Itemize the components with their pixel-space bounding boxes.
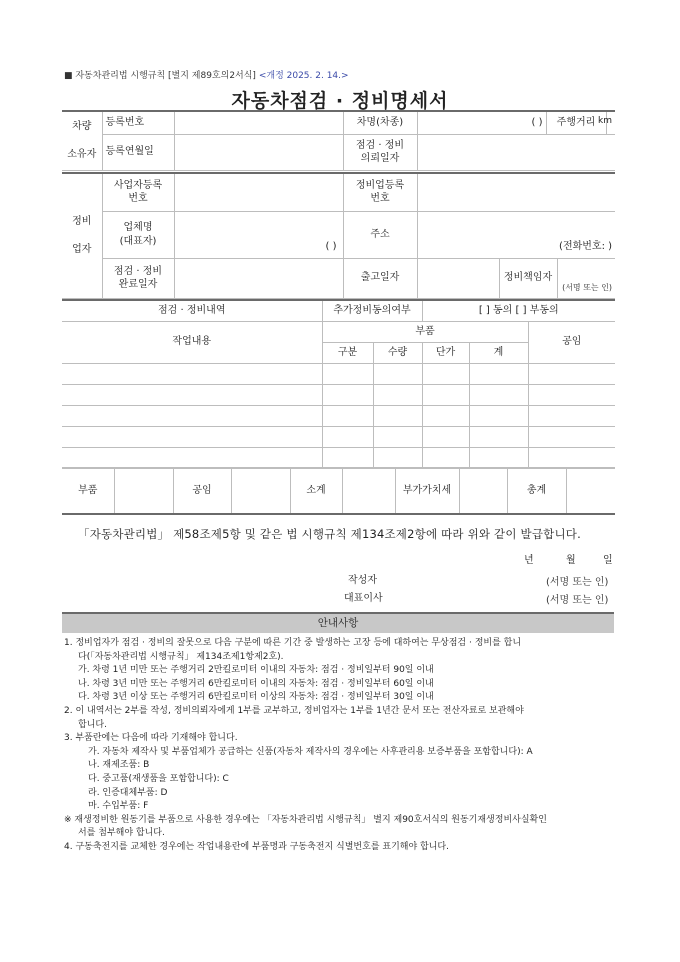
signer-writer-label: 작성자 [348,575,377,586]
parts-price-cell[interactable] [422,426,469,447]
parts-sum-cell[interactable] [469,405,528,426]
business-section-label [62,173,102,298]
parts-sum-cell[interactable] [469,426,528,447]
parts-qty-cell[interactable] [373,447,422,468]
guide-line: 서를 첨부해야 합니다. [78,828,165,839]
work-cell[interactable] [62,405,322,426]
labor-header: 공임 [528,321,615,363]
guide-line: 나. 재제조품: B [88,760,150,771]
model-paren: ( ) [531,117,543,128]
guide-line: 가. 차령 1년 미만 또는 주행거리 2만킬로미터 이내의 자동차: 점검 · 정비일부터 90일 이내 [78,665,434,676]
guide-line: 3. 부품란에는 다음에 따라 기재해야 합니다. [64,733,238,744]
address-field[interactable] [417,211,615,258]
parts-col-type: 구분 [322,342,373,363]
grand-total-label: 총계 [507,468,566,514]
complete-date-label-line2: 완료일자 [118,279,158,290]
parts-qty-cell[interactable] [373,426,422,447]
form-header [64,68,349,81]
reg-no-field[interactable] [174,111,343,134]
total-parts-field[interactable] [114,468,173,514]
parts-type-cell[interactable] [322,426,373,447]
parts-header: 부품 [322,321,528,342]
complete-date-label-line1: 점검 · 정비 [113,265,163,277]
work-content-header: 작업내용 [62,321,322,363]
work-cell[interactable] [62,363,322,384]
parts-type-cell[interactable] [322,405,373,426]
section-label-business: 업자 [72,243,92,255]
form-rule-reference: ■ 자동차관리법 시행규칙 [별지 제89호의2서식] [64,71,256,81]
guide-line: 가. 자동차 제작사 및 부품업체가 공급하는 신품(자동차 제작사의 경우에는 사후관리용 보증부품을 포함합니다): A [88,746,533,757]
consent-options[interactable]: [ ] 동의 [ ] 부동의 [422,300,615,321]
date-year: 년 [524,555,534,566]
parts-type-cell[interactable] [322,447,373,468]
section-label-owner: 소유자 [67,148,97,160]
biz-no-label-line2: 번호 [128,193,148,205]
labor-cell[interactable] [528,384,615,405]
labor-cell[interactable] [528,447,615,468]
request-date-label-line2: 의뢰일자 [360,153,400,164]
manager-sign-note: (서명 또는 인) [562,283,613,292]
signer-ceo-sign[interactable]: (서명 또는 인) [546,595,609,606]
table-row [62,405,615,426]
section-label-vehicle: 차량 [72,121,92,133]
labor-cell[interactable] [528,405,615,426]
model-field[interactable] [417,111,546,134]
guide-line: 4. 구동축전지를 교체한 경우에는 작업내용란에 부품명과 구동축전지 식별번호를 표기해야 합니다. [64,841,449,852]
guide-heading: 안내사항 [62,612,614,633]
company-paren: ( ) [325,241,337,252]
work-cell[interactable] [62,447,322,468]
parts-col-sum: 계 [469,342,528,363]
model-label: 차명(차종) [343,111,417,134]
table-row [62,384,615,405]
shop-no-label-line1: 정비업등록 [355,179,405,191]
work-cell[interactable] [62,426,322,447]
shop-no-field[interactable] [417,173,615,211]
parts-sum-cell[interactable] [469,363,528,384]
business-table [62,172,615,299]
reg-date-field[interactable] [174,134,343,170]
guide-line: 다. 중고품(재생품을 포함합니다): C [88,773,229,784]
parts-type-cell[interactable] [322,363,373,384]
reg-date-label: 등록연월일 [102,134,174,170]
parts-qty-cell[interactable] [373,363,422,384]
totals-table [62,467,615,515]
guide-line: 라. 인증대체부품: D [88,787,168,798]
parts-qty-cell[interactable] [373,384,422,405]
table-row [62,363,615,384]
parts-qty-cell[interactable] [373,405,422,426]
work-cell[interactable] [62,384,322,405]
parts-price-cell[interactable] [422,363,469,384]
parts-sum-cell[interactable] [469,447,528,468]
labor-cell[interactable] [528,363,615,384]
biz-no-label [102,173,174,211]
complete-date-label [102,258,174,298]
shop-no-label-line2: 번호 [370,193,390,205]
guide-line: 1. 정비업자가 점검 · 정비의 잘못으로 다음 구분에 따른 기간 중 발생하는 고장 등에 대하여는 무상점검 · 정비를 합니 [64,638,522,648]
company-field[interactable] [174,211,343,258]
manager-field[interactable] [557,258,615,298]
release-date-label: 출고일자 [343,258,417,298]
details-table [62,299,615,469]
vat-field[interactable] [459,468,507,514]
company-label-line2: (대표자) [119,235,157,247]
parts-col-qty: 수량 [373,342,422,363]
table-row [62,447,615,468]
company-label-line1: 업체명 [123,222,153,233]
request-date-label-line1: 점검 · 정비 [355,139,405,151]
date-day: 일 [603,555,613,566]
biz-no-label-line1: 사업자등록 [113,179,163,191]
parts-col-price: 단가 [422,342,469,363]
subtotal-label: 소계 [290,468,342,514]
guide-line: ※ 재생정비한 원동기를 부품으로 사용한 경우에는 「자동차관리법 시행규칙」 별지 제90호서식의 원동기재생정비사실확인 [64,814,547,825]
issuance-statement: 「자동차관리법」 제58조제5항 및 같은 법 시행규칙 제134조제2항에 따라 위와 같이 발급합니다. [78,527,581,541]
subtotal-field[interactable] [342,468,395,514]
shop-no-label [343,173,417,211]
vehicle-owner-table [62,110,615,171]
section-label-repair: 정비 [72,216,92,228]
parts-price-cell[interactable] [422,447,469,468]
request-date-label [343,134,417,170]
signer-ceo-label: 대표이사 [344,593,383,604]
date-month: 월 [566,555,576,566]
request-date-field[interactable] [417,134,615,170]
guide-line: 다. 차령 3년 이상 또는 주행거리 6만킬로미터 이상의 자동차: 점검 · 정비일부터 30일 이내 [78,692,434,703]
grand-total-field[interactable] [566,468,615,514]
total-labor-field[interactable] [231,468,290,514]
address-label: 주소 [343,211,417,258]
total-labor-label: 공임 [173,468,231,514]
vat-label: 부가가치세 [395,468,459,514]
revision-date: <개정 2025. 2. 14.> [258,71,349,81]
parts-type-cell[interactable] [322,384,373,405]
guide-line: 2. 이 내역서는 2부를 작성, 정비의뢰자에게 1부를 교부하고, 정비업자는 1부를 1년간 문서 또는 전산자료로 보관해야 [64,705,524,716]
total-parts-label: 부품 [62,468,114,514]
company-label [102,211,174,258]
guide-line: 마. 수입부품: F [88,801,149,812]
signer-writer-sign[interactable]: (서명 또는 인) [546,577,609,588]
release-date-field[interactable] [417,258,499,298]
vehicle-owner-section-label [62,111,102,170]
mileage-unit: km [598,116,612,126]
mileage-label: 주행거리 [546,111,606,134]
reg-no-label: 등록번호 [102,111,174,134]
guide-line: 합니다. [78,719,107,730]
guide-notes [64,637,616,855]
biz-no-field[interactable] [174,173,343,211]
manager-label: 정비책임자 [499,258,557,298]
guide-line: 다(「자동차관리법 시행규칙」 제134조제1항제2호). [78,651,284,662]
parts-price-cell[interactable] [422,405,469,426]
complete-date-field[interactable] [174,258,343,298]
phone-field: (전화번호: ) [559,241,613,252]
details-label: 점검 · 정비내역 [62,300,322,321]
guide-line: 나. 차령 3년 미만 또는 주행거리 6만킬로미터 이내의 자동차: 점검 · 정비일부터 60일 이내 [78,678,434,689]
labor-cell[interactable] [528,426,615,447]
consent-label: 추가정비동의여부 [322,300,422,321]
page-title: 자동차점검 · 정비명세서 [231,90,449,112]
parts-sum-cell[interactable] [469,384,528,405]
parts-price-cell[interactable] [422,384,469,405]
table-row [62,426,615,447]
